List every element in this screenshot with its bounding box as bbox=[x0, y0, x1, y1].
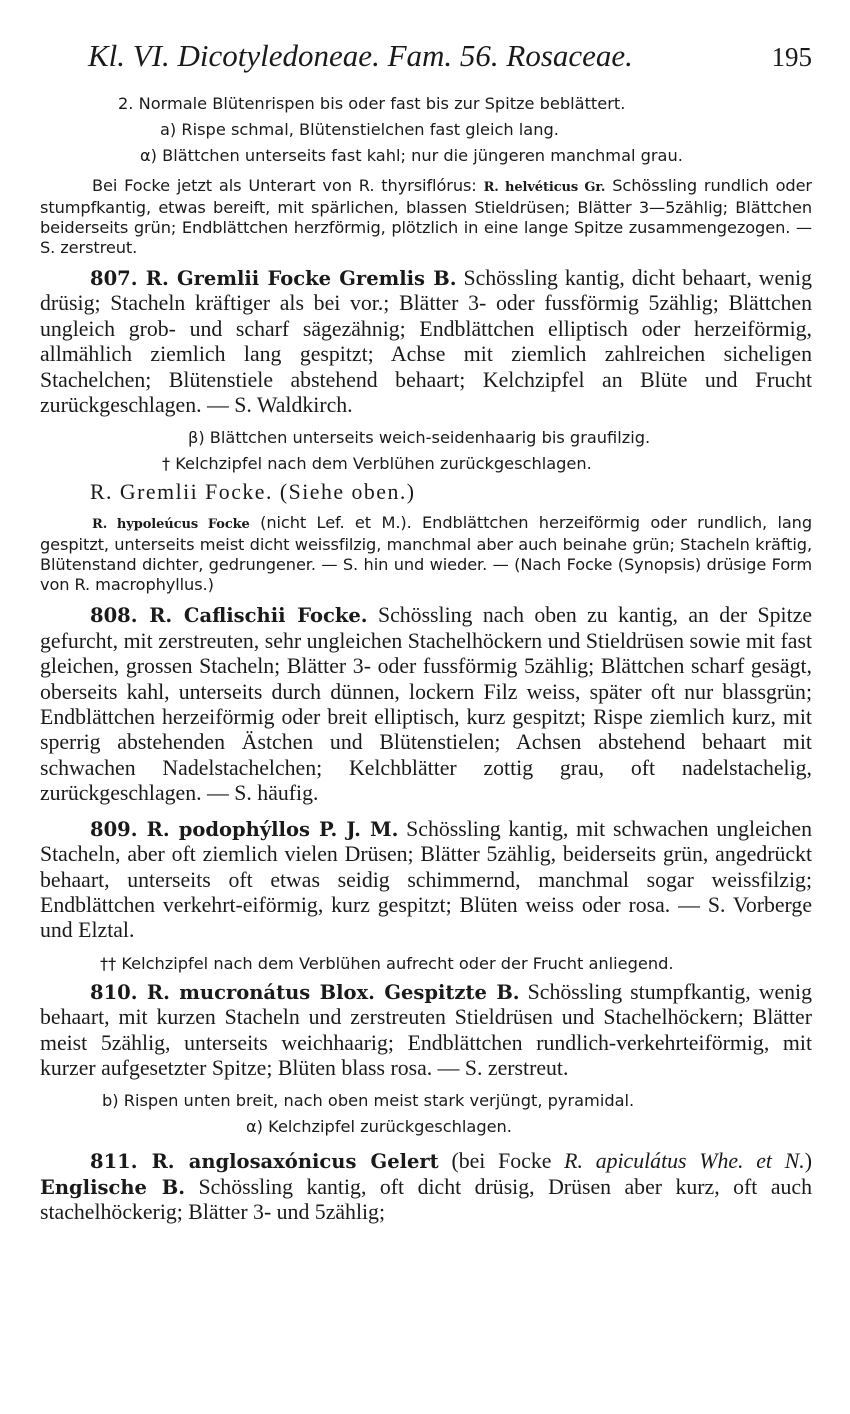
note-paragraph bbox=[40, 176, 812, 258]
species-description: Schössling stumpfkantig, wenig behaart, mit kurzen Stacheln und zerstreuten Stieldrüsen und Stachelhöckern; Blätter meist 5zählig, unterseits weichhaarig; Endblättchen rundlich-verkehrteiförmig, mit kurzer aufgesetzter Spitze; Blüten blass rosa. — S. zerstreut. bbox=[40, 979, 812, 1080]
species-description: Schössling nach oben zu kantig, an der Spitze gefurcht, mit zerstreuten, sehr ungleichen Stachelhöckern und Stieldrüsen sowie mit fast gleichen, grossen Stacheln; Blätter 3- oder fussförmig 5zählig; Blättchen scharf gesägt, oberseits kahl, unterseits durch dünnen, lockern Filz weiss, später oft nur blassgrün; Endblättchen herzeiförmig oder breit elliptisch, kurz gespitzt; Rispe ziemlich kurz, mit sperrig abstehenden Ästchen und Blütenstielen; Achsen abstehend behaart mit schwachen Nadelstachelchen; Kelchblätter zottig grau, oft nadelstachelig, zurückgeschlagen. — S. häufig. bbox=[40, 603, 812, 806]
species-heading: 809. R. podophýllos P. J. M. bbox=[90, 817, 399, 841]
document-page bbox=[40, 38, 812, 1236]
running-title: Kl. VI. Dicotyledoneae. Fam. 56. Rosaceae. bbox=[88, 38, 633, 73]
running-header bbox=[88, 38, 812, 74]
key-line: α) Kelchzipfel zurückgeschlagen. bbox=[246, 1117, 512, 1137]
note-text: Schössling rundlich oder stumpfkantig, etwas bereift, mit spärlichen, blassen Stieldrüsen; Blätter 3—5zählig; Blättchen beiderseits grün; Endblättchen herzförmig, plötzlich in eine lange Spitze zusammengezogen. — S. zerstreut. bbox=[40, 176, 812, 257]
species-heading: 811. R. anglosaxónicus Gelert bbox=[90, 1150, 439, 1174]
species-entry-811 bbox=[40, 1149, 812, 1225]
species-entry-809 bbox=[40, 817, 812, 944]
key-line: α) Blättchen unterseits fast kahl; nur die jüngeren manchmal grau. bbox=[140, 146, 683, 165]
species-description: Schössling kantig, mit schwachen ungleichen Stacheln, aber oft ziemlich vielen Drüsen; Blätter 5zählig, beiderseits grün, angedrückt behaart, unterseits oft etwas seidig schimmernd, manchmal sogar weissfilzig; Endblättchen verkehrt-eiförmig, kurz gespitzt; Blüten weiss oder rosa. — S. Vorberge und Elztal. bbox=[40, 816, 812, 943]
species-description: Schössling kantig, dicht behaart, wenig drüsig; Stacheln kräftiger als bei vor.; Blätter 3- oder fussförmig 5zählig; Blättchen ungleich grob- und scharf sägezähnig; Endblättchen elliptisch oder herzeiförmig, allmählich ziemlich lang gespitzt; Achse mit ziemlich zahlreichen sicheligen Stachelchen; Blütenstiele abstehend behaart; Kelchzipfel an Blüte und Frucht zurückgeschlagen. — S. Waldkirch. bbox=[40, 266, 812, 418]
species-name: R. hypoleúcus Focke bbox=[92, 517, 250, 533]
species-heading: 810. R. mucronátus Blox. Gespitzte B. bbox=[90, 980, 520, 1004]
note-text: (nicht Lef. et M.). Endblättchen herzeiförmig oder rundlich, lang gespitzt, unterseits meist dicht weissfilzig, manchmal aber auch beinahe grün; Stacheln kräftig, Blütenstand dichter, gedrungener. — S. hin und wieder. — (Nach Focke (Synopsis) drüsige Form von R. macrophyllus.) bbox=[40, 513, 812, 595]
key-line: a) Rispe schmal, Blütenstielchen fast gleich lang. bbox=[160, 120, 559, 139]
note-paragraph bbox=[40, 513, 812, 595]
key-line: † Kelchzipfel nach dem Verblühen zurückgeschlagen. bbox=[162, 454, 592, 474]
species-text: (bei Focke bbox=[438, 1149, 565, 1174]
species-entry-810 bbox=[40, 980, 812, 1082]
species-common-name: Englische B. bbox=[40, 1175, 186, 1199]
key-line: †† Kelchzipfel nach dem Verblühen aufrecht oder der Frucht anliegend. bbox=[100, 953, 674, 973]
species-heading: 807. R. Gremlii Focke Gremlis B. bbox=[90, 267, 457, 290]
page-number: 195 bbox=[771, 42, 812, 72]
synonym-line: R. Gremlii Focke. (Siehe oben.) bbox=[90, 480, 416, 505]
key-line: 2. Normale Blütenrispen bis oder fast bis zur Spitze beblättert. bbox=[118, 94, 626, 113]
note-text: Bei Focke jetzt als Unterart von R. thyrsiflórus: bbox=[92, 176, 484, 195]
species-synonym: R. apiculátus Whe. et N. bbox=[564, 1149, 805, 1174]
species-text: ) bbox=[804, 1149, 812, 1174]
key-line: b) Rispen unten breit, nach oben meist stark verjüngt, pyramidal. bbox=[102, 1091, 635, 1111]
species-heading: 808. R. Caflischii Focke. bbox=[90, 604, 368, 628]
species-entry-807 bbox=[40, 266, 812, 418]
species-description: Schössling kantig, oft dicht drüsig, Drüsen aber kurz, oft auch stachelhöckerig; Blätter 3- und 5zählig; bbox=[40, 1174, 812, 1225]
key-line: β) Blättchen unterseits weich-seidenhaarig bis graufilzig. bbox=[188, 428, 651, 448]
species-name: R. helvéticus Gr. bbox=[483, 180, 606, 195]
species-entry-808 bbox=[40, 603, 812, 806]
